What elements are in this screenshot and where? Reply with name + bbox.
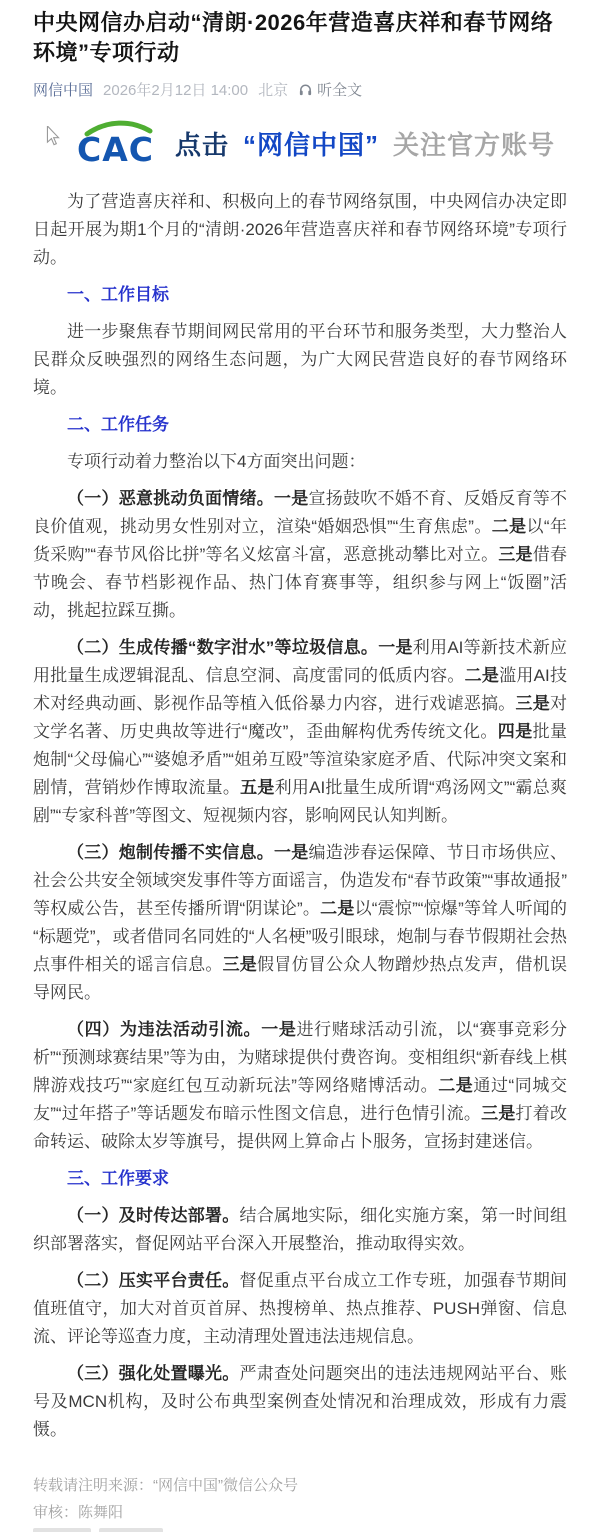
paragraph-lead-bold: （一）恶意挑动负面情绪。 bbox=[67, 489, 274, 508]
paragraph bbox=[33, 448, 567, 476]
article-body bbox=[33, 188, 567, 1444]
paragraph-lead-bold: 一是 bbox=[274, 843, 309, 862]
paragraph-lead-bold: 二是 bbox=[464, 666, 500, 685]
banner-follow-text: 关注官方账号 bbox=[393, 129, 556, 160]
paragraph-lead-bold: 四是 bbox=[497, 722, 533, 741]
banner-click-text: 点击 bbox=[174, 129, 229, 160]
paragraph-text: 为了营造喜庆祥和、积极向上的春节网络氛围，中央网信办决定即日起开展为期1个月的“清朗·2026年营造喜庆祥和春节网络环境”专项行动。 bbox=[33, 192, 567, 267]
paragraph-text: 编造涉春运保障、节日市场供应、社会公共安全领域突发事件等方面谣言，伪造发布“春节政策”“事故通报”等权威公告，甚至传播所谓“阴谋论”。 bbox=[33, 843, 567, 918]
paragraph bbox=[33, 1360, 567, 1444]
paragraph-text: 宣扬鼓吹不婚不育、反婚反育等不良价值观，挑动男女性别对立，渲染“婚姻恐惧”“生育焦虑”。 bbox=[33, 489, 567, 536]
paragraph-text: 对文学名著、历史典故等进行“魔改”，歪曲解构优秀传统文化。 bbox=[33, 694, 568, 741]
paragraph-text: 结合属地实际，细化实施方案，第一时间组织部署落实，督促网站平台深入开展整治，推动取得实效。 bbox=[33, 1206, 567, 1253]
publish-datetime: 2026年2月12日 14:00 bbox=[103, 82, 249, 99]
paragraph-text: 通过“同城交友”“过年搭子”等话题发布暗示性图文信息，进行色情引流。 bbox=[33, 1076, 567, 1123]
paragraph-text: 以“年货采购”“春节风俗比拼”等名义炫富斗富，恶意挑动攀比对立。 bbox=[33, 517, 567, 564]
banner-account-text: “网信中国” bbox=[242, 129, 379, 160]
paragraph-lead-bold: （三）强化处置曝光。 bbox=[67, 1364, 240, 1383]
paragraph-text: 专项行动着力整治以下4方面突出问题： bbox=[67, 452, 366, 471]
paragraph-text: 批量炮制“父母偏心”“婆媳矛盾”“姐弟互殴”等渲染家庭矛盾、代际冲突文案和剧情，营销炒作博取流量。 bbox=[33, 722, 568, 797]
section-heading: 一、工作目标 bbox=[67, 285, 169, 304]
paragraph-text: 严肃查处问题突出的违法违规网站平台、账号及MCN机构，及时公布典型案例查处情况和治理成效，形成有力震慑。 bbox=[33, 1364, 567, 1439]
paragraph-text: 督促重点平台成立工作专班，加强春节期间值班值守，加大对首页首屏、热搜榜单、热点推荐、PUSH弹窗、信息流、评论等巡查力度，主动清理处置违法违规信息。 bbox=[33, 1271, 567, 1346]
paragraph-lead-bold: 五是 bbox=[240, 778, 275, 797]
footer-reviewer: 审核：陈舞阳 bbox=[33, 1504, 124, 1521]
paragraph bbox=[33, 1016, 567, 1156]
paragraph-lead-bold: 三是 bbox=[515, 694, 551, 713]
cutoff-text-line bbox=[33, 1528, 567, 1532]
cac-logo-text: CAC bbox=[76, 130, 154, 167]
page-title: 中央网信办启动“清朗·2026年营造喜庆祥和春节网络环境”专项行动 bbox=[33, 10, 554, 65]
paragraph-lead-bold: 一是 bbox=[261, 1020, 297, 1039]
paragraph-lead-bold: 二是 bbox=[438, 1076, 474, 1095]
paragraph-text: 打着改命转运、破除太岁等旗号，提供网上算命占卜服务，宣扬封建迷信。 bbox=[33, 1104, 567, 1151]
paragraph bbox=[33, 1267, 567, 1351]
paragraph bbox=[33, 1202, 567, 1258]
section-heading: 二、工作任务 bbox=[67, 415, 169, 434]
paragraph-text: 利用AI批量生成所谓“鸡汤网文”“霸总爽剧”“专家科普”等图文、短视频内容，影响网民认知判断。 bbox=[33, 778, 567, 825]
paragraph-lead-bold: 一是 bbox=[378, 638, 413, 657]
footer-source: 转载请注明来源：“网信中国”微信公众号 bbox=[33, 1477, 298, 1494]
paragraph-lead-bold: （四）为违法活动引流。 bbox=[67, 1020, 262, 1039]
paragraph bbox=[33, 839, 567, 1007]
paragraph-lead-bold: （二）生成传播“数字泔水”等垃圾信息。 bbox=[67, 638, 379, 657]
paragraph-lead-bold: 二是 bbox=[320, 899, 355, 918]
paragraph bbox=[33, 188, 567, 272]
account-link[interactable]: 网信中国 bbox=[33, 82, 94, 99]
section-heading: 三、工作要求 bbox=[67, 1169, 169, 1188]
publish-location: 北京 bbox=[258, 82, 289, 99]
paragraph-lead-bold: 三是 bbox=[222, 955, 258, 974]
paragraph-text: 滥用AI技术对经典动画、影视作品等植入低俗暴力内容，进行戏谑恶搞。 bbox=[33, 666, 568, 713]
article-meta bbox=[33, 79, 567, 100]
paragraph-text: 利用AI等新技术新应用批量生成逻辑混乱、信息空洞、高度雷同的低质内容。 bbox=[33, 638, 568, 685]
paragraph-text: 借春节晚会、春节档影视作品、热门体育赛事等，组织参与网上“饭圈”活动，挑起拉踩互撕。 bbox=[33, 545, 568, 620]
paragraph bbox=[33, 485, 567, 625]
paragraph-text: 假冒仿冒公众人物蹭炒热点发声，借机误导网民。 bbox=[33, 955, 568, 1002]
cursor-icon bbox=[45, 126, 61, 146]
banner-image[interactable] bbox=[33, 112, 567, 174]
paragraph-lead-bold: （一）及时传达部署。 bbox=[67, 1206, 240, 1225]
paragraph-lead-bold: （三）炮制传播不实信息。 bbox=[67, 843, 274, 862]
paragraph-lead-bold: 三是 bbox=[498, 545, 533, 564]
paragraph-lead-bold: 一是 bbox=[274, 489, 309, 508]
cac-logo bbox=[71, 119, 163, 167]
paragraph-text: 进一步聚焦春节期间网民常用的平台环节和服务类型，大力整治人民群众反映强烈的网络生态问题，为广大网民营造良好的春节网络环境。 bbox=[33, 322, 567, 397]
paragraph-text: 以“震惊”“惊爆”等耸人听闻的“标题党”，或者借同名同姓的“人名梗”吸引眼球，炮制与春节假期社会热点事件相关的谣言信息。 bbox=[33, 899, 568, 974]
paragraph-lead-bold: 三是 bbox=[481, 1104, 516, 1123]
paragraph-lead-bold: 二是 bbox=[491, 517, 527, 536]
paragraph-lead-bold: （二）压实平台责任。 bbox=[67, 1271, 240, 1290]
paragraph-text: 进行赌球活动引流，以“赛事竞彩分析”“预测球赛结果”等为由，为赌球提供付费咨询。变相组织“新春线上棋牌游戏技巧”“家庭红包互动新玩法”等网络赌博活动。 bbox=[33, 1020, 567, 1095]
headphone-icon bbox=[298, 82, 313, 97]
paragraph bbox=[33, 634, 567, 830]
listen-fulltext-button[interactable] bbox=[298, 79, 362, 100]
paragraph bbox=[33, 318, 567, 402]
listen-label: 听全文 bbox=[317, 82, 363, 99]
article-footer bbox=[33, 1472, 567, 1532]
